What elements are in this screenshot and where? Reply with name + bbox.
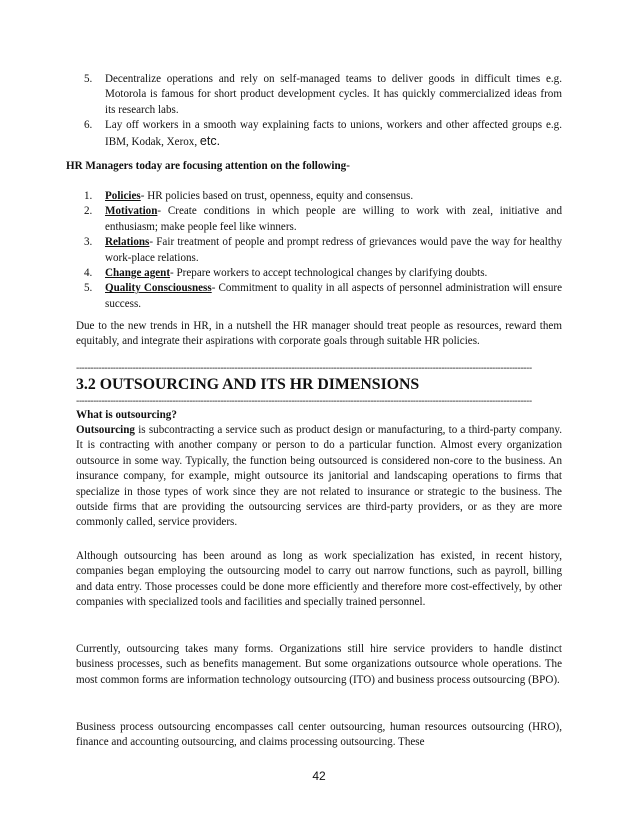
list-term: Relations	[105, 236, 150, 249]
dashed-rule-bottom: -----------------------------------------------------------------------------------------------------------------------------------------------------------------	[76, 396, 532, 407]
outsourcing-question-heading: What is outsourcing?	[76, 409, 177, 421]
list-item	[84, 235, 562, 266]
list-text-etc: etc.	[199, 133, 221, 148]
list-number: 5.	[84, 282, 93, 295]
list-item	[84, 189, 562, 204]
list-item	[84, 266, 562, 281]
list-item	[84, 204, 562, 235]
list-text: Lay off workers in a smooth way explaining facts to unions, workers and other affected groups e.g. IBM, Kodak, Xerox,	[105, 119, 562, 148]
list-number: 6.	[84, 119, 93, 132]
list-item	[84, 281, 562, 312]
list-term: Quality Consciousness	[105, 282, 212, 295]
list-text: - HR policies based on trust, openness, equity and consensus.	[140, 190, 414, 202]
list-number: 1.	[84, 190, 93, 202]
hr-managers-heading: HR Managers today are focusing attention on the following-	[66, 160, 350, 172]
decentralize-list	[84, 72, 562, 150]
outsourcing-definition-text: is subcontracting a service such as product design or manufacturing, to a third-party company. It is contracting with another company or person to do a particular function. Almost every organization outsource in some way. Typically, the function being outsourced is considered non-core to the business. An insurance company, for example, might outsource its janitorial and landscaping operations to firms that specialize in those types of work since they are not related to insurance or strategic to the business. The outside firms that are providing the outsourcing services are third-party providers, or as they are more commonly called, service providers.	[76, 424, 562, 529]
focus-list	[84, 189, 562, 312]
outsourcing-term: Outsourcing	[76, 424, 135, 436]
currently-paragraph: Currently, outsourcing takes many forms. Organizations still hire service providers to handle distinct business processes, such as benefits management. But some organizations outsource whole operations. The most common forms are information technology outsourcing (ITO) and business process outsourcing (BPO).	[76, 643, 562, 686]
list-number: 2.	[84, 205, 93, 218]
list-term: Change agent	[105, 267, 171, 280]
history-paragraph: Although outsourcing has been around as long as work specialization has existed, in recent history, companies began employing the outsourcing model to carry out narrow functions, such as payroll, billing and data entry. Those processes could be done more efficiently and therefore more cost-effectively, by other companies with specialized tools and facilities and specially trained personnel.	[76, 550, 562, 609]
list-text: - Create conditions in which people are willing to work with zeal, initiative and enthusiasm; make people feel like winners.	[105, 205, 562, 233]
list-number: 4.	[84, 267, 93, 280]
list-item	[84, 72, 562, 118]
list-term: Policies	[105, 190, 141, 202]
list-text: Decentralize operations and rely on self-managed teams to deliver goods in difficult times e.g. Motorola is famous for short product development cycles. It has quickly commercialized ideas from its research labs.	[105, 73, 562, 116]
bpo-paragraph: Business process outsourcing encompasses call center outsourcing, human resources outsourcing (HRO), finance and accounting outsourcing, and claims processing outsourcing. These	[76, 721, 562, 749]
outsourcing-definition-paragraph	[76, 423, 562, 531]
trends-paragraph: Due to the new trends in HR, in a nutshell the HR manager should treat people as resources, reward them equitably, and integrate their aspirations with corporate goals through suitable HR policies.	[76, 320, 562, 348]
list-term: Motivation	[105, 205, 158, 218]
list-text: - Prepare workers to accept technological changes by clarifying doubts.	[170, 267, 488, 280]
list-number: 3.	[84, 236, 93, 249]
dashed-rule-top: -----------------------------------------------------------------------------------------------------------------------------------------------------------------	[76, 363, 532, 374]
list-text: - Commitment to quality in all aspects of personnel administration will ensure success.	[105, 282, 562, 310]
section-title: 3.2 OUTSOURCING AND ITS HR DIMENSIONS	[76, 376, 420, 393]
list-number: 5.	[84, 73, 93, 85]
list-item	[84, 118, 562, 150]
page-number: 42	[312, 769, 326, 783]
list-text: - Fair treatment of people and prompt redress of grievances would pave the way for healthy work-place relations.	[105, 236, 562, 264]
